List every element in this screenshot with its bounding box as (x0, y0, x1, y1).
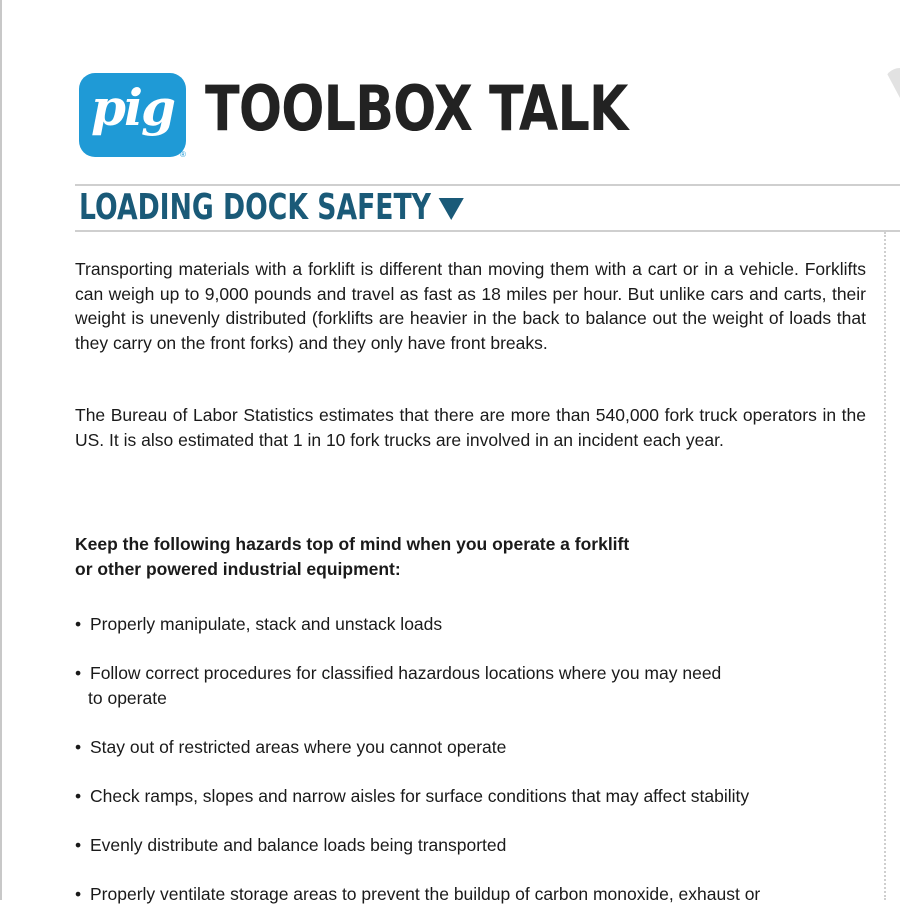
registered-mark: ® (180, 150, 186, 159)
section-heading (79, 189, 463, 227)
lead-line: Keep the following hazards top of mind when you operate a forklift (75, 534, 630, 554)
divider-bottom (75, 230, 900, 232)
list-item-text: Properly ventilate storage areas to prevent the buildup of carbon monoxide, exhaust or (90, 884, 761, 904)
divider-top (75, 184, 900, 186)
bullet-icon: • (75, 884, 82, 904)
bullet-icon: • (75, 614, 82, 634)
list-item-text: Properly manipulate, stack and unstack loads (90, 614, 443, 634)
page-corner-curl (884, 68, 900, 98)
dotted-margin-line (884, 232, 886, 900)
intro-paragraph: Transporting materials with a forklift is different than moving them with a cart or in a vehicle. Forklifts can weigh up to 9,000 pounds and travel as fast as 18 miles per hour. But unlike cars and carts, their weight is unevenly distributed (forklifts are heavier in the back to balance out the weight of loads that they carry on the front forks) and they only have front breaks. (75, 259, 866, 353)
list-item (75, 784, 866, 809)
list-item (75, 612, 866, 637)
statistics-paragraph: The Bureau of Labor Statistics estimates that there are more than 540,000 fork truck operators in the US. It is also estimated that 1 in 10 fork trucks are involved in an incident each year. (75, 405, 866, 450)
bullet-icon: • (75, 835, 82, 855)
list-item (75, 833, 866, 858)
hazards-lead-text (75, 532, 866, 581)
bullet-icon: • (75, 786, 82, 806)
list-item-text: Evenly distribute and balance loads being transported (90, 835, 507, 855)
list-item-text: Check ramps, slopes and narrow aisles for surface conditions that may affect stability (90, 786, 750, 806)
lead-line: or other powered industrial equipment: (75, 558, 401, 579)
list-item-text-continued: to operate (88, 687, 167, 708)
triangle-down-icon (438, 198, 463, 220)
list-item (75, 661, 866, 710)
list-item-text: Stay out of restricted areas where you cannot operate (90, 737, 507, 757)
list-item (75, 735, 866, 760)
section-heading-text: LOADING DOCK SAFETY (79, 187, 431, 228)
list-item-text: Follow correct procedures for classified hazardous locations where you may need (90, 663, 722, 683)
page-title: TOOLBOX TALK (205, 72, 628, 145)
logo-text: pig (91, 78, 174, 137)
pig-logo (79, 73, 186, 157)
bullet-icon: • (75, 663, 82, 683)
list-item (75, 882, 866, 907)
bullet-icon: • (75, 737, 82, 757)
page-left-edge (0, 0, 2, 900)
